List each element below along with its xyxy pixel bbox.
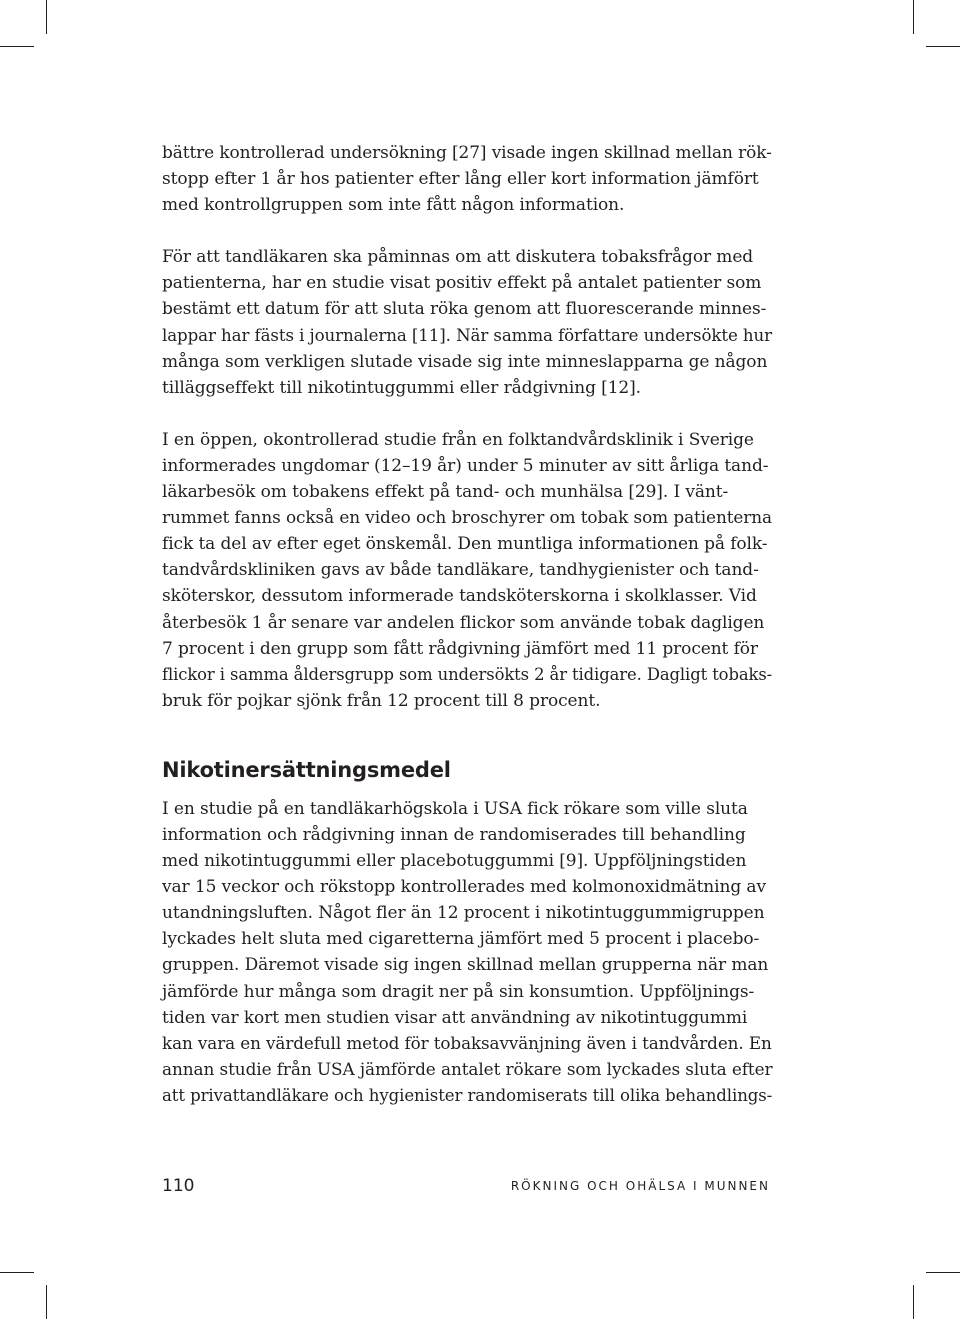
text-line: annan studie från USA jämförde antalet rökare som lyckades sluta efter	[162, 1059, 773, 1080]
text-line: jämförde hur många som dragit ner på sin konsumtion. Uppföljnings-	[162, 981, 755, 1002]
text-line: tiden var kort men studien visar att användning av nikotintuggummi	[162, 1007, 748, 1028]
paragraph-1	[162, 140, 772, 218]
text-line: gruppen. Däremot visade sig ingen skillnad mellan grupperna när man	[162, 955, 769, 976]
crop-mark-top-left-horizontal	[0, 46, 34, 47]
page-number: 110	[162, 1176, 195, 1196]
text-line: bruk för pojkar sjönk från 12 procent till 8 procent.	[162, 690, 601, 711]
crop-mark-bottom-left-vertical	[46, 1285, 47, 1319]
section-heading: Nikotinersättningsmedel	[162, 757, 451, 782]
text-line: bättre kontrollerad undersökning [27] visade ingen skillnad mellan rök-	[162, 143, 772, 163]
text-line: många som verkligen slutade visade sig inte minneslapparna ge någon	[162, 351, 768, 372]
page-body	[162, 140, 772, 1109]
text-line: utandningsluften. Något fler än 12 procent i nikotintuggummigruppen	[162, 903, 765, 924]
text-line: rummet fanns också en video och broschyrer om tobak som patienterna	[162, 508, 773, 529]
crop-mark-top-right-vertical	[913, 0, 914, 34]
text-line: med nikotintuggummi eller placebotuggummi [9]. Uppföljningstiden	[162, 851, 747, 872]
text-line: var 15 veckor och rökstopp kontrollerades med kolmonoxidmätning av	[162, 877, 766, 898]
text-line: lyckades helt sluta med cigaretterna jämfört med 5 procent i placebo-	[162, 929, 760, 950]
text-line: kan vara en värdefull metod för tobaksavvänjning även i tandvården. En	[162, 1033, 772, 1054]
crop-mark-top-left-vertical	[46, 0, 47, 34]
paragraph-3	[162, 427, 772, 714]
text-line: fick ta del av efter eget önskemål. Den muntliga informationen på folk-	[162, 534, 768, 555]
crop-mark-top-right-horizontal	[926, 46, 960, 47]
text-line: återbesök 1 år senare var andelen flickor som använde tobak dagligen	[162, 612, 765, 633]
text-line: I en studie på en tandläkarhögskola i USA fick rökare som ville sluta	[162, 798, 748, 819]
running-title: RÖKNING OCH OHÄLSA I MUNNEN	[510, 1179, 770, 1193]
page-footer	[162, 1176, 770, 1200]
text-line: tilläggseffekt till nikotintuggummi eller rådgivning [12].	[162, 377, 641, 398]
crop-mark-bottom-right-vertical	[913, 1285, 914, 1319]
text-line: I en öppen, okontrollerad studie från en folktandvårdsklinik i Sverige	[162, 429, 754, 450]
paragraph-2	[162, 244, 772, 401]
text-line: läkarbesök om tobakens effekt på tand- och munhälsa [29]. I vänt-	[162, 482, 729, 503]
text-line: För att tandläkaren ska påminnas om att diskutera tobaksfrågor med	[162, 247, 754, 268]
text-line: att privattandläkare och hygienister randomiserats till olika behandlings-	[162, 1085, 773, 1106]
paragraph-4	[162, 796, 772, 1109]
text-line: stopp efter 1 år hos patienter efter lång eller kort information jämfört	[162, 169, 759, 190]
text-line: tandvårdskliniken gavs av både tandläkare, tandhygienister och tand-	[162, 560, 759, 581]
text-line: bestämt ett datum för att sluta röka genom att fluorescerande minnes-	[162, 299, 767, 320]
crop-mark-bottom-right-horizontal	[926, 1272, 960, 1273]
crop-mark-bottom-left-horizontal	[0, 1272, 34, 1273]
text-line: flickor i samma åldersgrupp som undersökts 2 år tidigare. Dagligt tobaks-	[162, 664, 773, 685]
text-line: lappar har fästs i journalerna [11]. När samma författare undersökte hur	[162, 325, 773, 346]
text-line: informerades ungdomar (12–19 år) under 5 minuter av sitt årliga tand-	[162, 455, 769, 476]
text-line: sköterskor, dessutom informerade tandsköterskorna i skolklasser. Vid	[162, 586, 757, 607]
text-line: information och rådgivning innan de randomiserades till behandling	[162, 824, 746, 845]
text-line: 7 procent i den grupp som fått rådgivning jämfört med 11 procent för	[162, 638, 758, 659]
text-line: patienterna, har en studie visat positiv effekt på antalet patienter som	[162, 273, 762, 294]
text-line: med kontrollgruppen som inte fått någon information.	[162, 195, 625, 216]
